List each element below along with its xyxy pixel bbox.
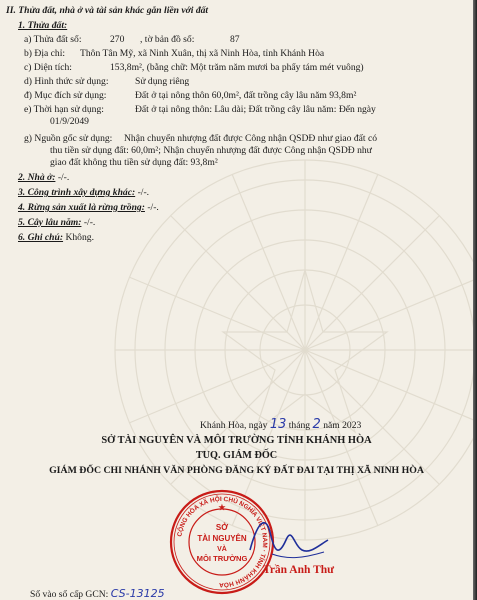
branch-director-title: GIÁM ĐỐC CHI NHÁNH VĂN PHÒNG ĐĂNG KÝ ĐẤT ĐAI TẠI THỊ XÃ NINH HÒA: [49, 465, 424, 476]
svg-text:SỞ: SỞ: [215, 523, 229, 532]
svg-text:★: ★: [218, 503, 226, 512]
use-term-line-1: Đất ở tại nông thôn: Lâu dài; Đất trồng cây lâu năm: Đến ngày: [135, 104, 376, 115]
use-purpose-label: đ) Mục đích sử dụng:: [24, 90, 107, 101]
land-heading: 1. Thửa đất:: [18, 20, 68, 31]
svg-text:MÔI TRƯỜNG: MÔI TRƯỜNG: [196, 554, 248, 563]
item-perennial-trees: 5. Cây lâu năm: -/-.: [18, 217, 96, 228]
svg-text:CỘNG HÒA XÃ HỘI CHỦ NGHĨA VIỆT: CỘNG HÒA XÃ HỘI CHỦ NGHĨA VIỆT NAM · TỈNH KHÁNH HÒA: [176, 495, 269, 589]
area-value: 153,8m², (bằng chữ: Một trăm năm mươi ba phẩy tám mét vuông): [110, 62, 364, 73]
item-house: 2. Nhà ở: -/-.: [18, 172, 70, 183]
use-term-line-2: 01/9/2049: [50, 116, 89, 127]
parcel-label: a) Thửa đất số:: [24, 34, 82, 45]
use-purpose-value: Đất ở tại nông thôn 60,0m², đất trồng cây lâu năm 93,8m²: [135, 90, 357, 101]
origin-line-3: giao đất không thu tiền sử dụng đất: 93,8m²: [50, 157, 218, 168]
map-number: 87: [230, 34, 240, 45]
page-edge-shadow: [473, 0, 477, 600]
handwritten-signature: [244, 510, 332, 568]
item-other-construction: 3. Công trình xây dựng khác: -/-.: [18, 187, 150, 198]
origin-line-1: Nhận chuyển nhượng đất được Công nhận QSDĐ như giao đất có: [124, 133, 378, 144]
address-label: b) Địa chỉ:: [24, 48, 66, 59]
item-planted-forest: 4. Rừng sản xuất là rừng trồng: -/-.: [18, 202, 159, 213]
origin-label: g) Nguồn gốc sử dụng:: [24, 133, 113, 144]
parcel-number: 270: [110, 34, 125, 45]
tuq-director: TUQ. GIÁM ĐỐC: [195, 450, 278, 461]
section-title: II. Thửa đất, nhà ở và tài sản khác gắn liền với đất: [6, 5, 209, 16]
use-form-value: Sử dụng riêng: [135, 76, 190, 87]
svg-text:TÀI NGUYÊN: TÀI NGUYÊN: [197, 534, 247, 543]
use-form-label: d) Hình thức sử dụng:: [24, 76, 109, 87]
guilloche-watermark: [105, 150, 473, 550]
register-number: Số vào sổ cấp GCN: CS-13125: [30, 587, 165, 600]
signer-name: Trần Anh Thư: [263, 564, 335, 576]
department-name: SỞ TÀI NGUYÊN VÀ MÔI TRƯỜNG TỈNH KHÁNH HÒA: [101, 435, 372, 446]
use-term-label: e) Thời hạn sử dụng:: [24, 104, 104, 115]
signing-date: Khánh Hòa, ngày 13 tháng 2 năm 2023: [200, 417, 362, 432]
item-notes: 6. Ghi chú: Không.: [18, 232, 94, 243]
svg-text:VÀ: VÀ: [217, 546, 227, 553]
address-value: Thôn Tân Mỹ, xã Ninh Xuân, thị xã Ninh Hòa, tỉnh Khánh Hòa: [80, 48, 325, 59]
origin-line-2: thu tiền sử dụng đất: 60,0m²; Nhận chuyển nhượng đất được Công nhận QSDĐ như: [50, 145, 372, 156]
map-label: , tờ bản đồ số:: [140, 34, 195, 45]
area-label: c) Diện tích:: [24, 62, 72, 73]
